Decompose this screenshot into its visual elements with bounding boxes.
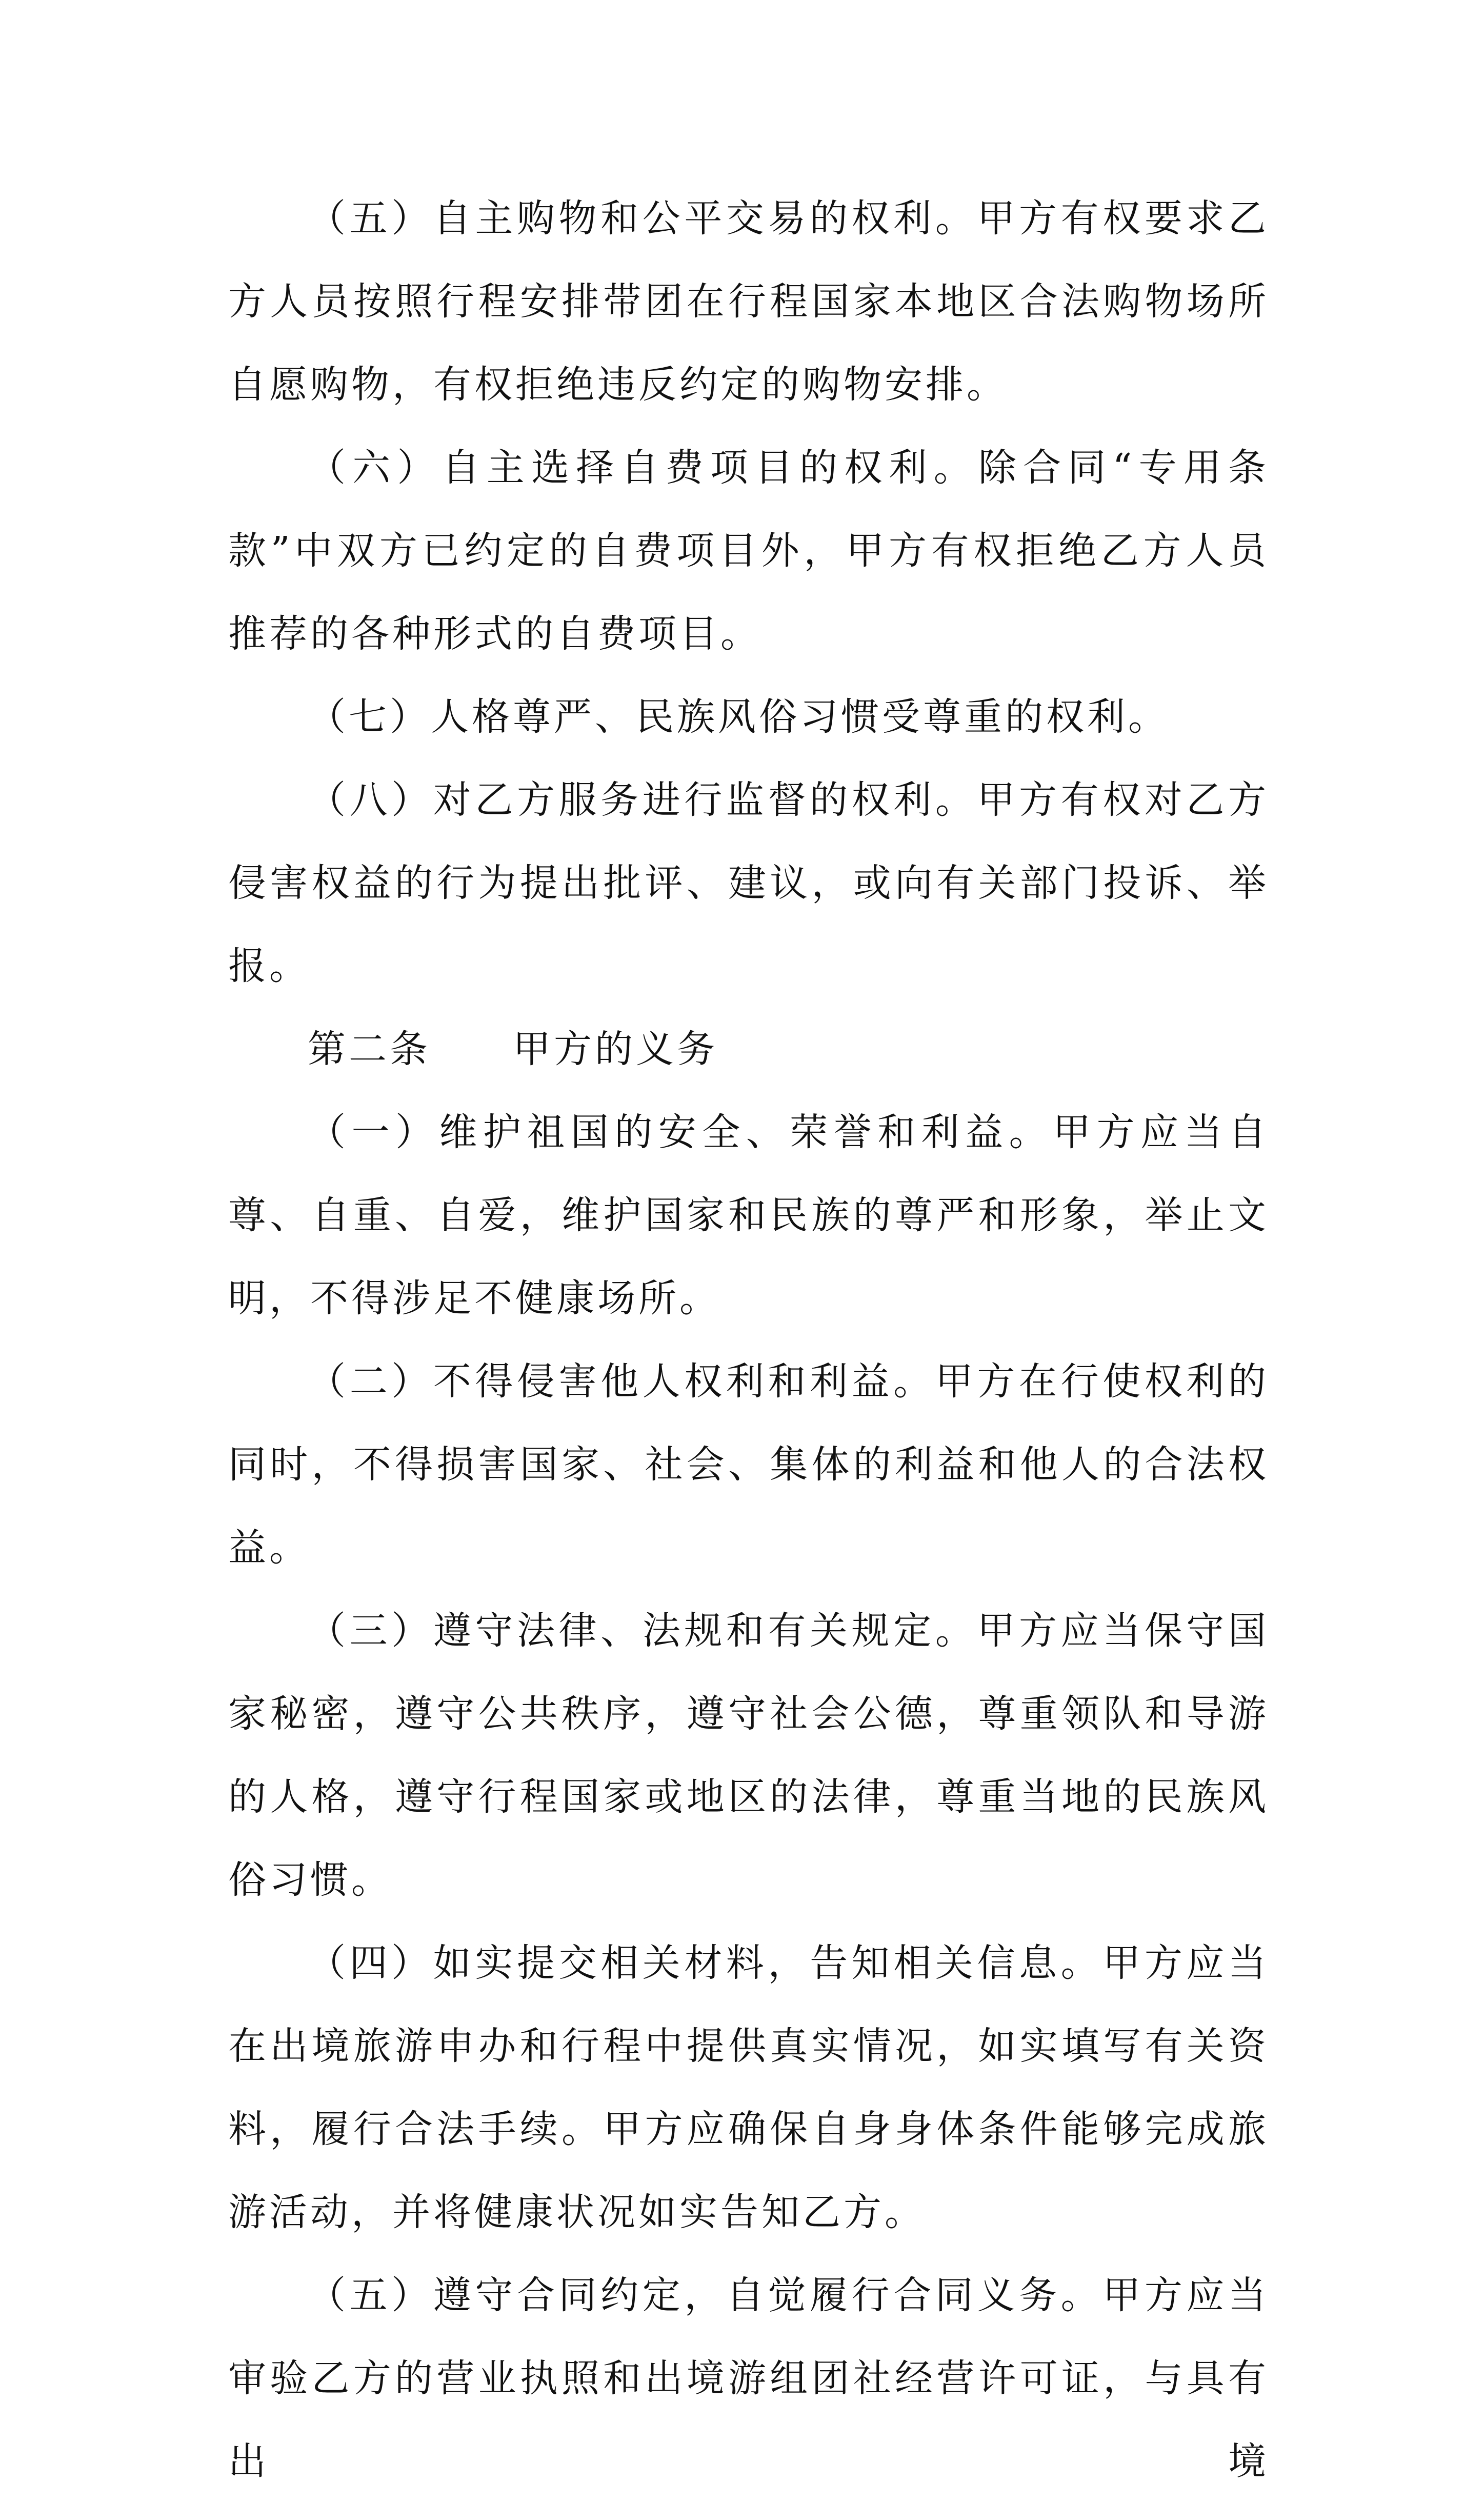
right-paragraph-7: （七）人格尊严、民族风俗习惯受尊重的权利。 (308, 695, 1169, 739)
right-paragraph-5: （五）自主购物和公平交易的权利。甲方有权要求乙方人员按照行程安排带团在行程国家本地区合法购物场所自愿购物，有权拒绝违反约定的购物安排。 (228, 196, 1269, 407)
obligation-paragraph-5: （五）遵守合同约定，自觉履行合同义务。甲方应当审验乙方的营业执照和出境游组团社经营许可证，与具有出境 (228, 2273, 1269, 2484)
right-paragraph-6: （六）自主选择自费项目的权利。除合同“专用条款”中双方已约定的自费项目外，甲方有权拒绝乙方人员推荐的各种形式的自费项目。 (228, 446, 1269, 656)
document-body (228, 177, 1269, 2503)
obligation-paragraph-2: （二）不得侵害他人权利和利益。甲方在行使权利的同时，不得损害国家、社会、集体的利益和他人的合法权益。 (228, 1359, 1269, 1570)
obligation-paragraph-4: （四）如实提交相关材料，告知相关信息。甲方应当在出境旅游申办和行程中提供真实情况，如实填写有关资料，履行合法手续。甲方应确保自身身体条件能够完成旅游活动，并将健康状况如实告知乙方。 (228, 1941, 1269, 2234)
obligation-paragraph-3: （三）遵守法律、法规和有关规定。甲方应当保守国家秘密，遵守公共秩序，遵守社会公德，尊重领队和导游的人格，遵守行程国家或地区的法律，尊重当地的民族风俗习惯。 (228, 1609, 1269, 1902)
section-heading: 第二条 甲方的义务 (308, 1027, 718, 1071)
obligation-paragraph-1: （一）维护祖国的安全、荣誉和利益。甲方应当自尊、自重、自爱，维护国家和民族的尊严和形象，举止文明，不得涉足不健康场所。 (228, 1110, 1269, 1320)
right-paragraph-8: （八）对乙方服务进行监督的权利。甲方有权对乙方侵害权益的行为提出批评、建议，或向有关部门投诉、举报。 (228, 778, 1269, 988)
